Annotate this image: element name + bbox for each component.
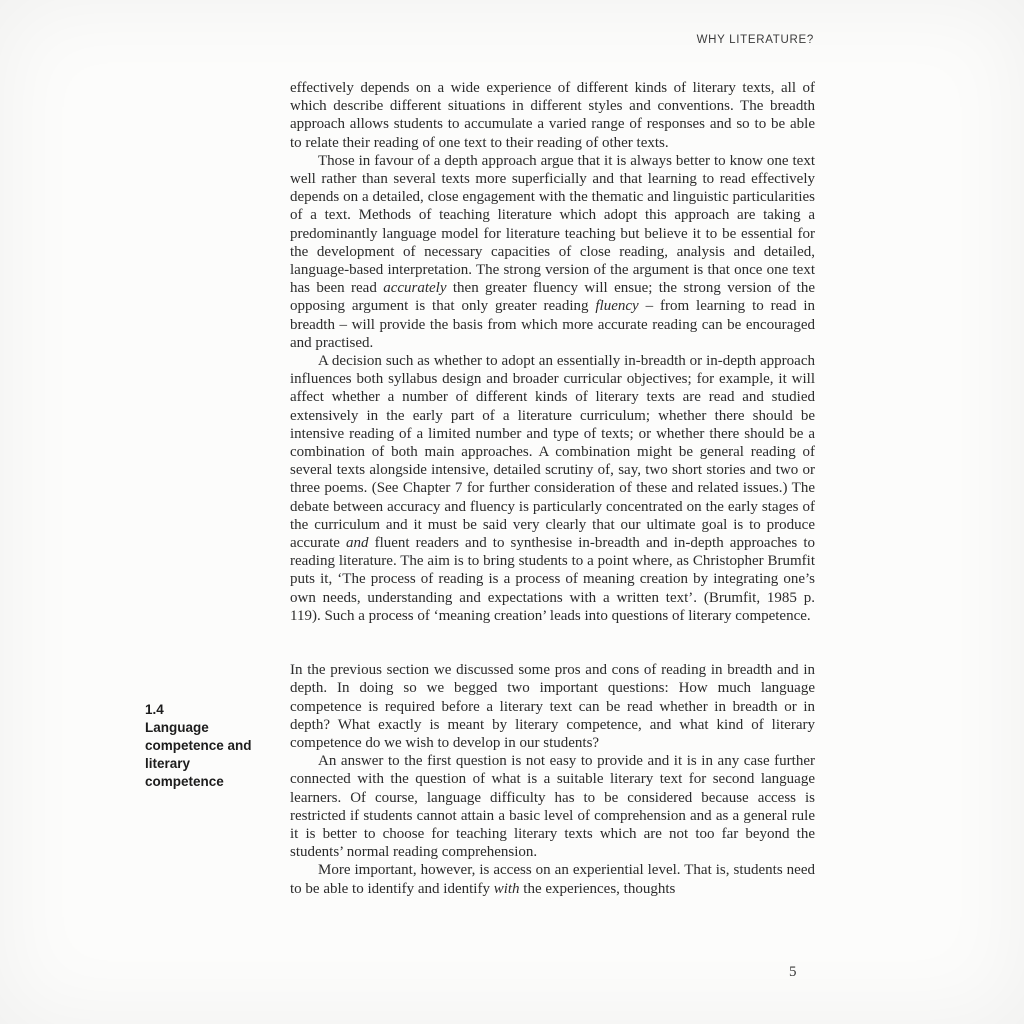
italic-text-run: and [346,535,369,552]
text-run: effectively depends on a wide experience of different kinds of literary texts, all of which describe different situations in different styles and conventions. The breadth approach allows students to accumulate a varied range of responses and so to be able to relate their reading of one text to their reading of other texts. [290,80,815,151]
paragraph [290,752,815,861]
paragraph [290,352,815,625]
italic-text-run: with [493,880,520,897]
italic-text-run: fluency [595,298,639,315]
text-run: fluent readers and to synthesise in-breadth and in-depth approaches to reading literature. The aim is to bring students to a point where, as Christopher Brumfit puts it, ‘The process of reading is a process of meaning creation by integrating one’s own needs, understanding and expectations with a written text’. (Brumfit, 1985 p. 119). Such a process of ‘meaning creation’ leads into questions of literary competence. [290,535,815,624]
paragraph [290,661,815,752]
section-number: 1.4 [145,702,164,717]
paragraph [290,861,815,897]
running-header: WHY LITERATURE? [696,34,814,46]
text-run: A decision such as whether to adopt an essentially in-breadth or in-depth approach influences both syllabus design and broader curricular objectives; for example, it will affect whether a number of different kinds of literary texts are read and studied extensively in the early part of a literature curriculum; whether there should be intensive reading of a limited number and type of texts; or whether there should be a combination of both main approaches. A combination might be general reading of several texts alongside intensive, detailed scrutiny of, say, two short stories and two or three poems. (See Chapter 7 for further consideration of these and related issues.) The debate between accuracy and fluency is particularly concentrated on the early stages of the curriculum and it must be said very clearly that our ultimate goal is to produce accurate [290,353,815,552]
text-run: Those in favour of a depth approach argue that it is always better to know one text well rather than several texts more superficially and that learning to read effectively depends on a detailed, close engagement with the thematic and linguistic particularities of a text. Methods of teaching literature which adopt this approach are taking a predominantly language model for literature teaching but believe it to be essential for the development of necessary capacities of close reading, analysis and detailed, language-based interpretation. The strong version of the argument is that once one text has been read [290,152,815,297]
text-run: then greater fluency will ensue; the strong version of the opposing argument is that only greater reading [290,280,815,315]
page-number: 5 [789,964,797,980]
paragraph [290,79,815,152]
italic-text-run: accurately [383,280,447,297]
section-heading [145,701,269,791]
text-run: In the previous section we discussed some pros and cons of reading in breadth and in depth. In doing so we begged two important questions: How much language competence is required before a literary text can be read whether in breadth or in depth? What exactly is meant by literary competence, and what kind of literary competence do we wish to develop in our students? [290,662,815,751]
body-text [290,79,815,898]
text-run: More important, however, is access on an experiential level. That is, students need to be able to identify and identify [290,862,815,897]
text-run: the experiences, thoughts [519,880,676,897]
text-run: An answer to the first question is not easy to provide and it is in any case further connected with the question of what is a suitable literary text for second language learners. Of course, language difficulty has to be considered because access is restricted if students cannot attain a basic level of comprehension and as a general rule it is better to choose for teaching literary texts which are not too far beyond the students’ normal reading comprehension. [290,753,815,861]
section-title: Language competence and literary competence [145,720,252,789]
paragraph [290,152,815,352]
text-run: – from learning to read in breadth – will provide the basis from which more accurate reading can be encouraged and practised. [290,298,815,351]
